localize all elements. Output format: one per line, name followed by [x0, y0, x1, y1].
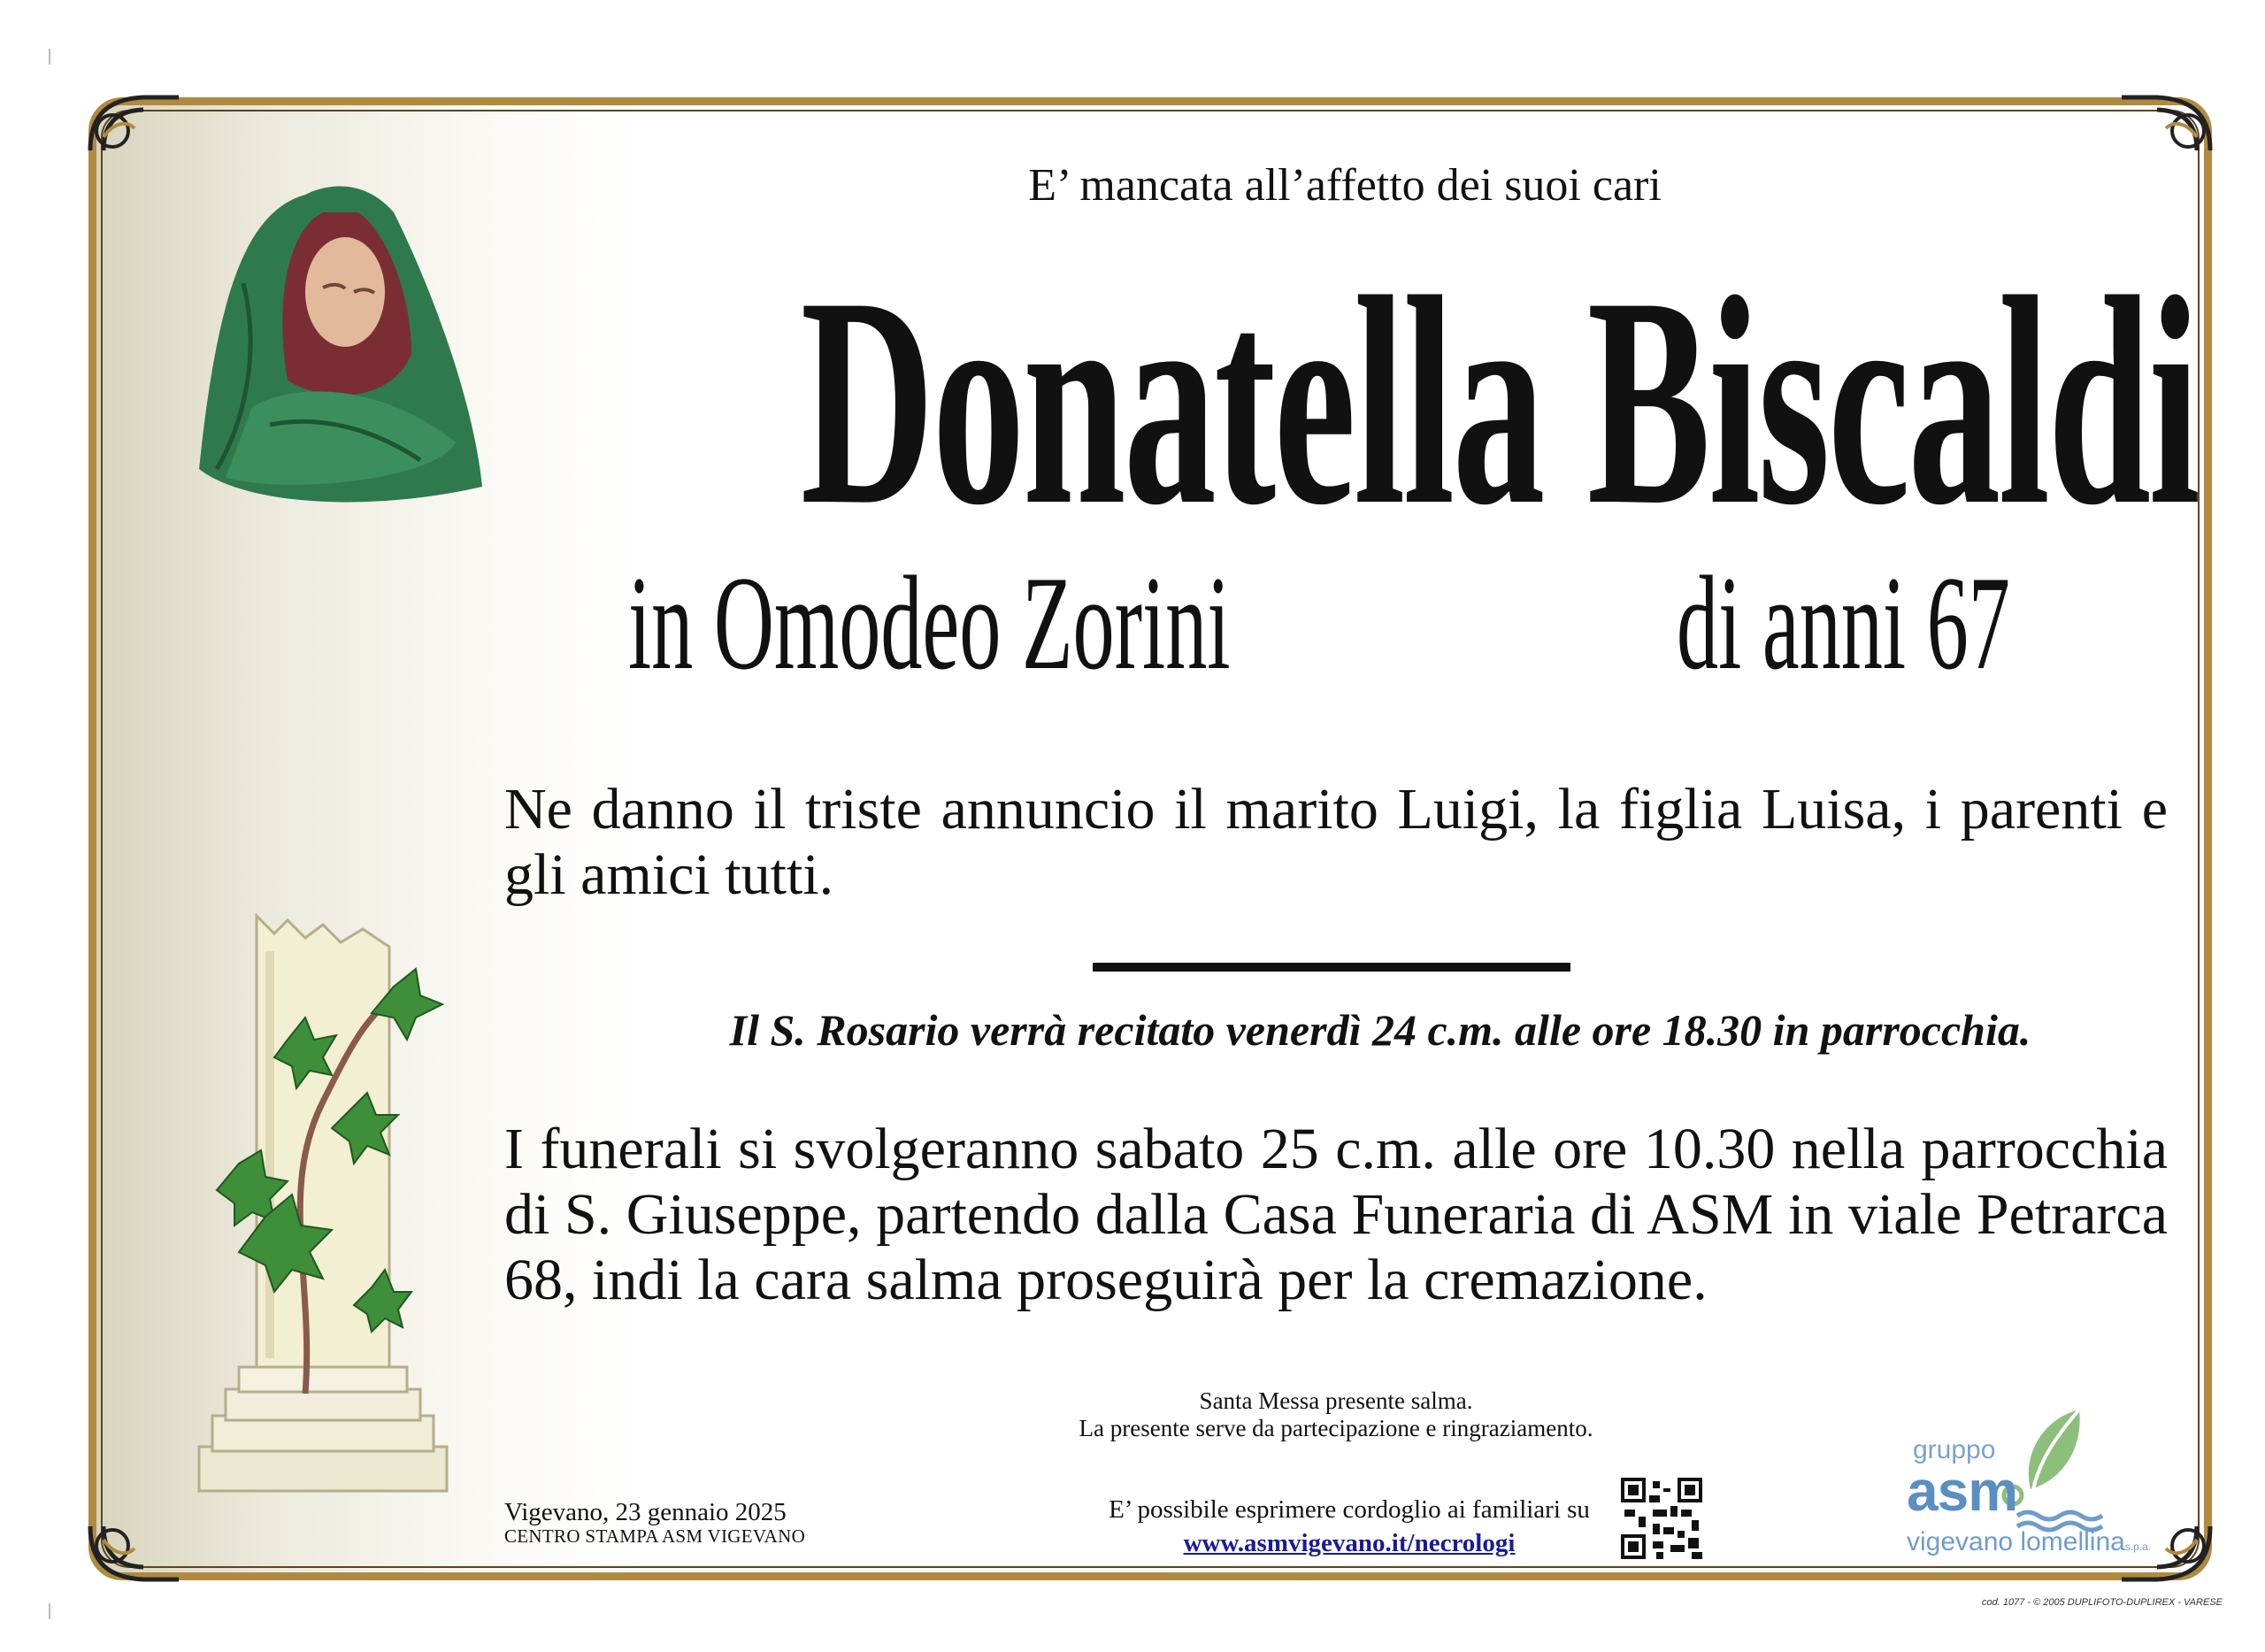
condolence-link[interactable]: www.asmvigevano.it/necrologi: [1183, 1528, 1516, 1557]
registration-mark-top: [49, 49, 50, 65]
mass-note: Santa Messa presente salma.: [1199, 1387, 1473, 1414]
participation-note: La presente serve da partecipazione e ringraziamento.: [1079, 1415, 1593, 1441]
deceased-name: Donatella Biscaldi: [800, 236, 2199, 567]
corner-ornament-bottom-left: [81, 1482, 188, 1588]
printer-credit: CENTRO STAMPA ASM VIGEVANO: [504, 1525, 806, 1547]
intro-line: E’ mancata all’affetto dei suoi cari: [1028, 160, 1662, 211]
place-date: Vigevano, 23 gennaio 2025: [504, 1498, 787, 1526]
broken-column-with-ivy-image: [190, 898, 456, 1500]
condolence-block: [1035, 1494, 1663, 1560]
funeral-paragraph: I funerali si svolgeranno sabato 25 c.m. alle ore 10.30 nella parrocchia di S. Giuseppe, partendo dalla Casa Funeraria di ASM in viale Petrarca 68, indi la cara salma proseguirà per la cremazione.: [504, 1117, 2168, 1312]
corner-ornament-top-left: [81, 88, 188, 195]
logo-gruppo-text: gruppo: [1913, 1435, 1996, 1464]
announcement-paragraph: Ne danno il triste annuncio il marito Luigi, la figlia Luisa, i parenti e gli amici tutti.: [504, 777, 2168, 907]
condolence-text: E’ possibile esprimere cordoglio ai familiari su: [1109, 1495, 1590, 1524]
divider-line: [1093, 963, 1570, 972]
age-line: di anni 67: [1677, 549, 2010, 697]
logo-suffix: s.p.a.: [2124, 1541, 2152, 1553]
qr-code-icon[interactable]: [1621, 1478, 1702, 1559]
print-code: cod. 1077 - © 2005 DUPLIFOTO-DUPLIREX - VARESE: [1982, 1597, 2223, 1608]
logo-subtitle-text: vigevano lomellina: [1907, 1527, 2125, 1556]
logo-subtitle: [1907, 1527, 2151, 1557]
logo-asm-text: asm: [1907, 1459, 2018, 1523]
rosario-line: Il S. Rosario verrà recitato venerdì 24 c.m. alle ore 18.30 in parrocchia.: [729, 1005, 2031, 1055]
married-name: in Omodeo Zorini: [628, 549, 1231, 697]
registration-mark-bottom: [49, 1603, 50, 1619]
madonna-image: [190, 177, 491, 513]
